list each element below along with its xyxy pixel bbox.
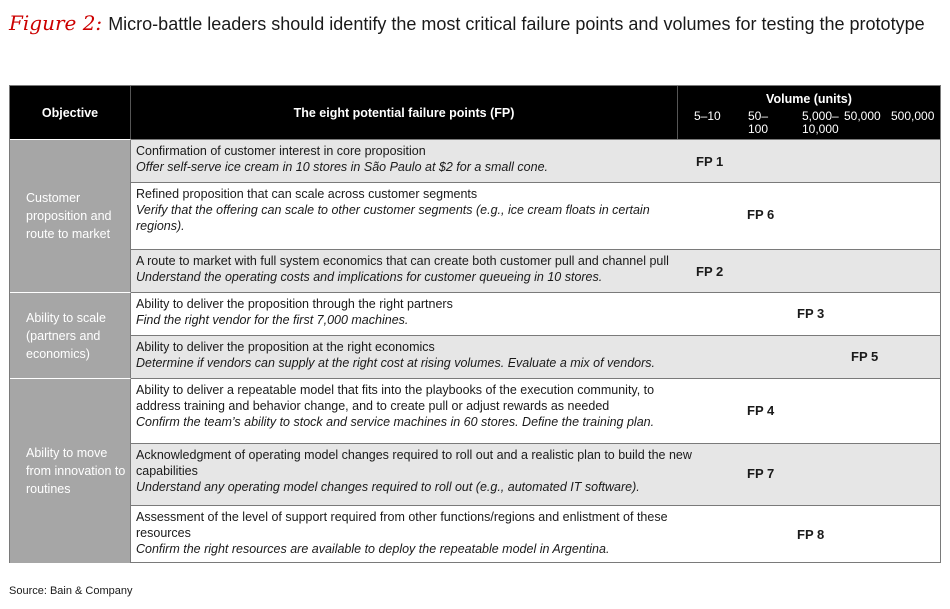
fp-marker: FP 6 (747, 207, 775, 222)
row-main: A route to market with full system economics that can create both customer pull and channel pull (136, 254, 669, 268)
row-main: Ability to deliver the proposition through the right partners (136, 297, 453, 311)
fp-marker: FP 7 (747, 466, 775, 481)
row-text (136, 447, 696, 495)
header-objective: Objective (10, 86, 131, 139)
volume-tick-50000: 50,000 (844, 109, 881, 123)
volume-title: Volume (units) (766, 92, 852, 106)
failure-points-table (9, 85, 941, 563)
volume-tick-5-10: 5–10 (694, 109, 721, 123)
table-row (131, 505, 940, 563)
figure-label: Figure 2: (9, 11, 103, 35)
table-row (131, 335, 940, 378)
header-failure-points: The eight potential failure points (FP) (131, 86, 678, 139)
row-text (136, 143, 696, 175)
row-text (136, 509, 696, 557)
row-sub: Confirm the team’s ability to stock and service machines in 60 stores. Define the training plan. (136, 415, 655, 429)
row-main: Ability to deliver a repeatable model that fits into the playbooks of the execution community, to address training and behavior change, and to create pull or adjust rewards as needed (136, 383, 655, 413)
row-text (136, 339, 696, 371)
row-sub: Confirm the right resources are available to deploy the repeatable model in Argentina. (136, 542, 610, 556)
fp-marker: FP 3 (797, 306, 825, 321)
fp-marker: FP 1 (696, 154, 724, 169)
row-text (136, 186, 696, 234)
table-row (131, 443, 940, 505)
row-main: Assessment of the level of support required from other functions/regions and enlistment of these resources (136, 510, 668, 540)
figure-title (9, 10, 939, 38)
fp-marker: FP 8 (797, 527, 825, 542)
table-row (131, 182, 940, 249)
row-sub: Verify that the offering can scale to other customer segments (e.g., ice cream floats in certain regions). (136, 203, 650, 233)
row-main: Ability to deliver the proposition at the right economics (136, 340, 435, 354)
row-main: Refined proposition that can scale across customer segments (136, 187, 478, 201)
row-text (136, 382, 696, 430)
header-volume (678, 86, 940, 139)
table-row (131, 292, 940, 335)
fp-marker: FP 5 (851, 349, 879, 364)
objective-customer-proposition: Customer proposition and route to market (10, 139, 131, 292)
row-sub: Find the right vendor for the first 7,000 machines. (136, 313, 409, 327)
fp-marker: FP 2 (696, 264, 724, 279)
row-text (136, 253, 706, 285)
table-row (131, 378, 940, 443)
row-sub: Understand any operating model changes required to roll out (e.g., automated IT software). (136, 480, 640, 494)
source-note: Source: Bain & Company (9, 585, 133, 597)
objective-innovation-to-routines: Ability to move from innovation to routines (10, 378, 131, 563)
row-sub: Determine if vendors can supply at the right cost at rising volumes. Evaluate a mix of vendors. (136, 356, 655, 370)
volume-tick-5000-10000: 5,000– 10,000 (802, 109, 839, 136)
table-row (131, 249, 940, 292)
volume-tick-50-100: 50– 100 (748, 109, 769, 136)
row-sub: Understand the operating costs and implications for customer queueing in 10 stores. (136, 270, 603, 284)
row-main: Acknowledgment of operating model changes required to roll out and a realistic plan to build the new capabilities (136, 448, 692, 478)
row-text (136, 296, 696, 328)
objective-ability-to-scale: Ability to scale (partners and economics) (10, 292, 131, 378)
table-row (131, 139, 940, 182)
row-main: Confirmation of customer interest in core proposition (136, 144, 426, 158)
volume-tick-500000: 500,000 (891, 109, 935, 123)
row-sub: Offer self-serve ice cream in 10 stores in São Paulo at $2 for a small cone. (136, 160, 548, 174)
figure-title-text: Micro-battle leaders should identify the most critical failure points and volumes for testing the prototype (108, 14, 925, 34)
fp-marker: FP 4 (747, 403, 775, 418)
